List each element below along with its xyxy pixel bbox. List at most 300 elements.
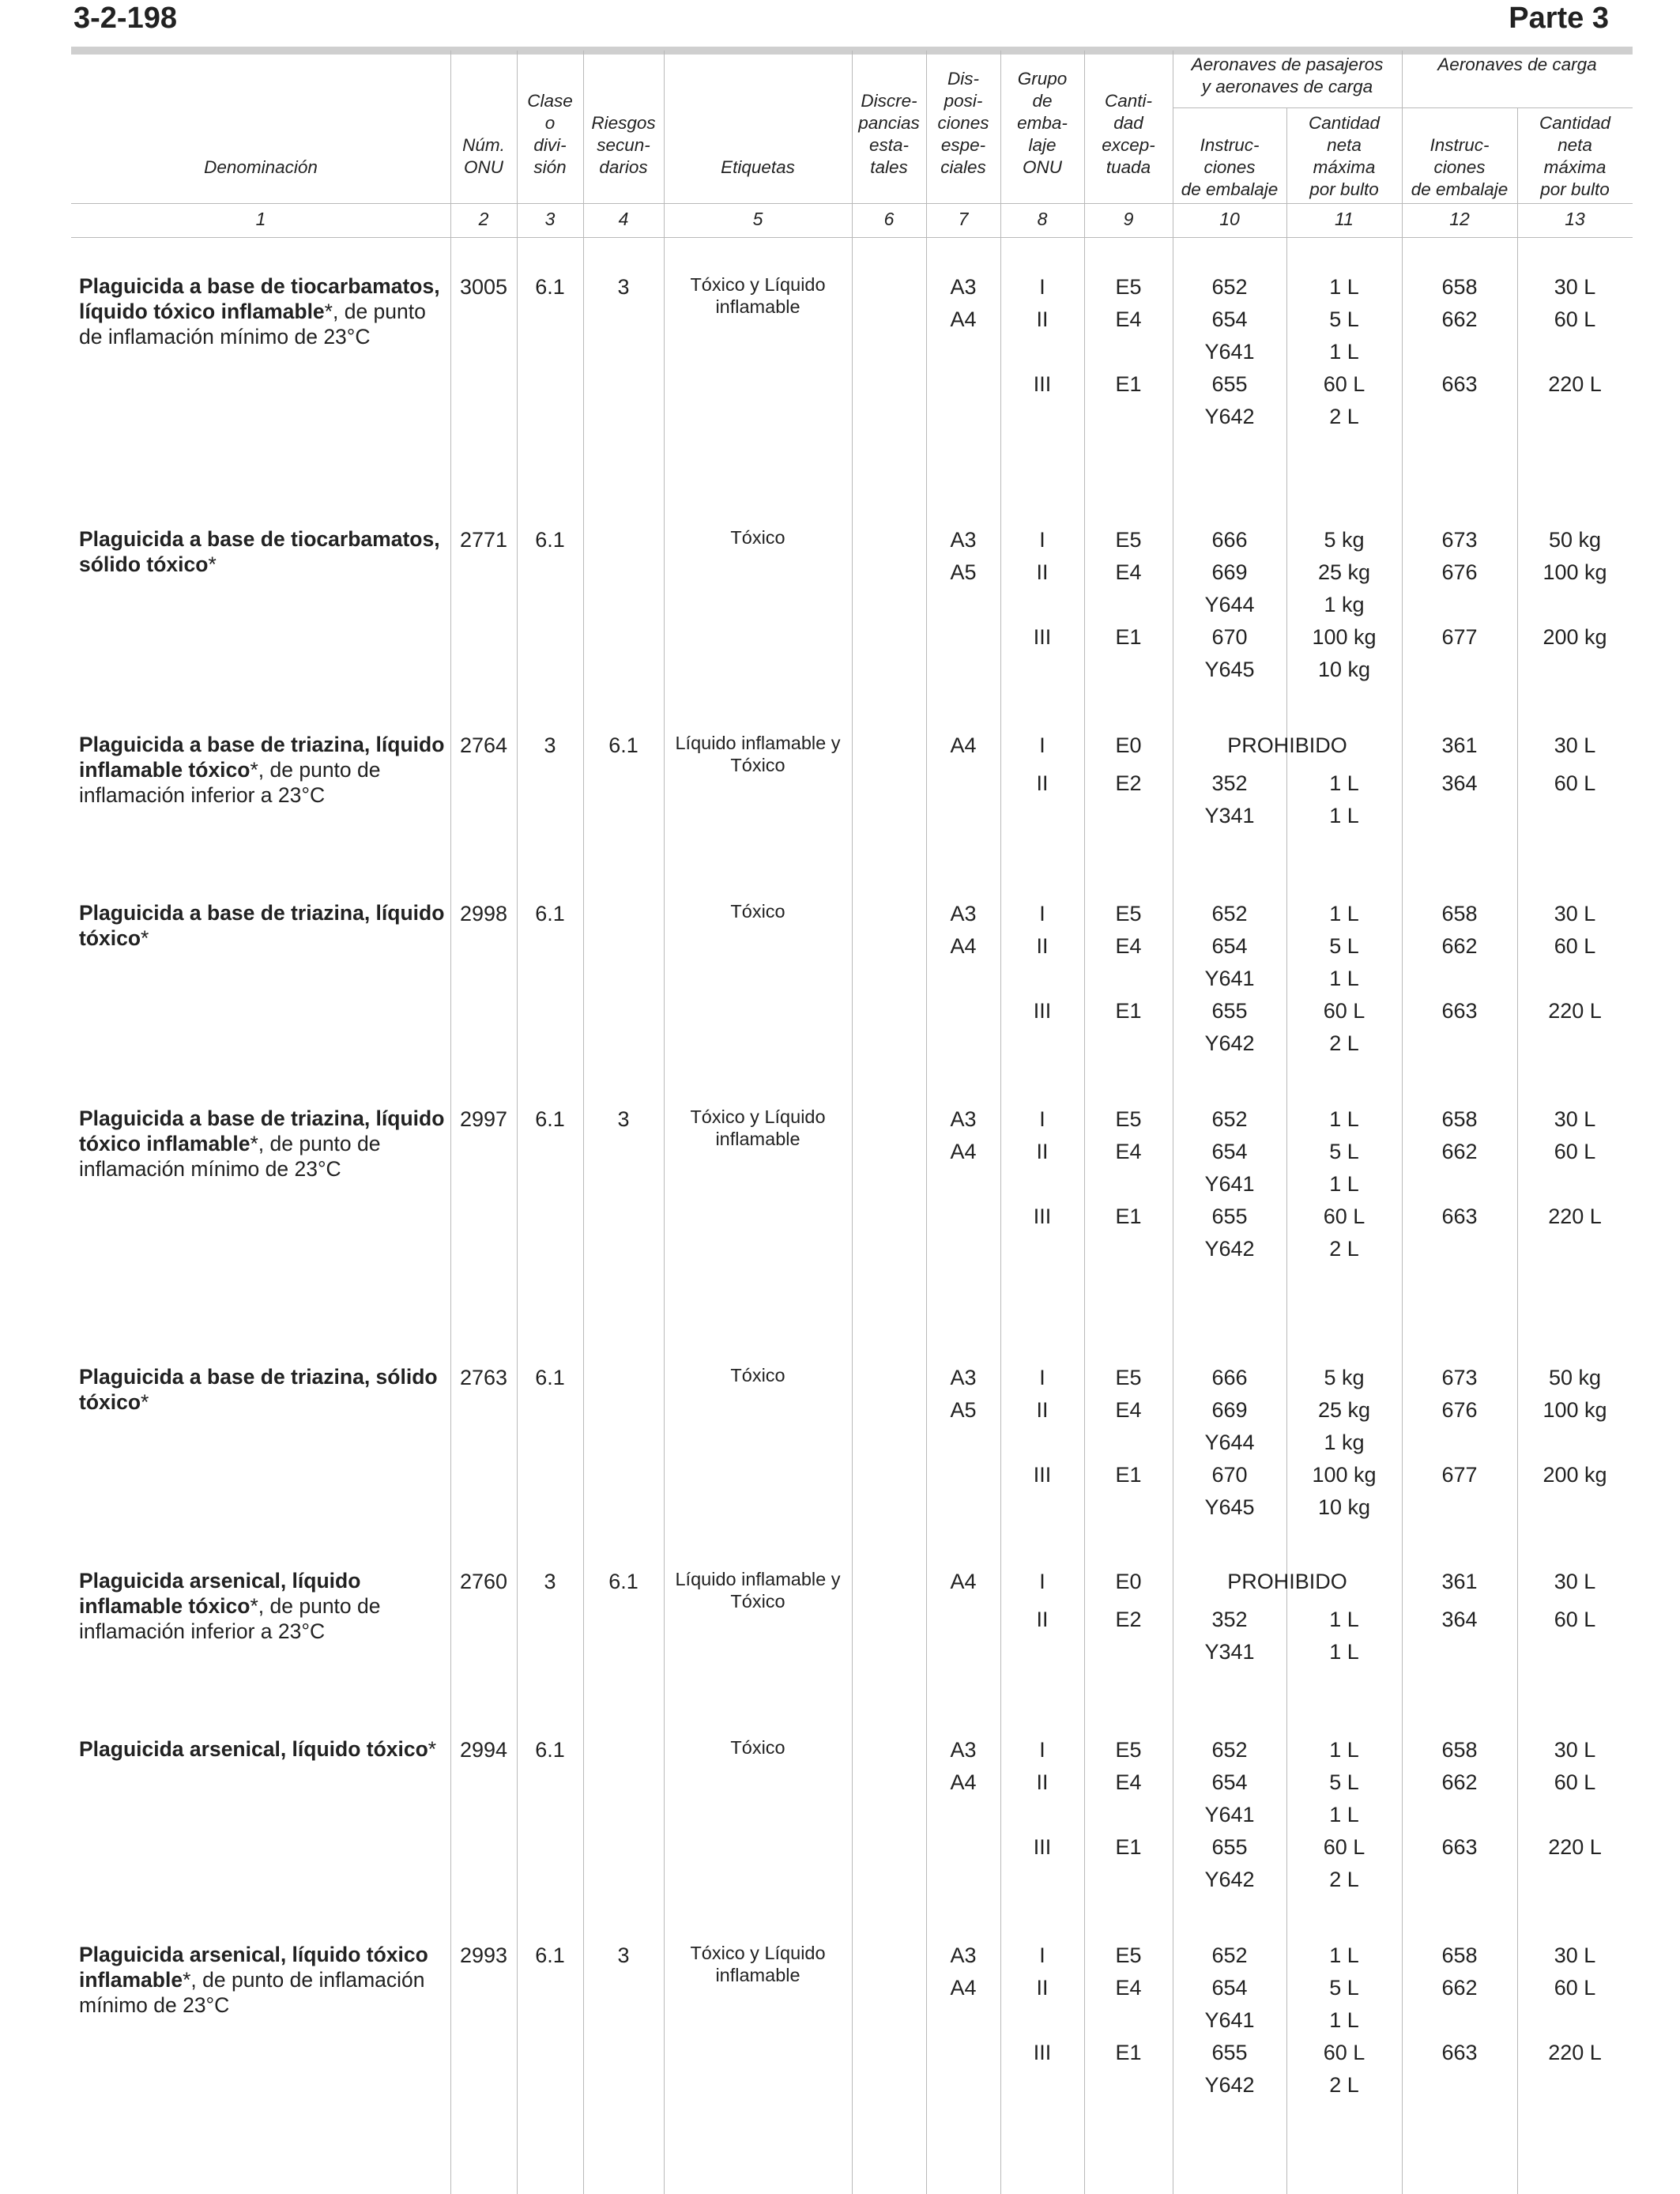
- header-line: Etiquetas: [721, 157, 795, 177]
- cao-max-net-qty-line: 220 L: [1548, 999, 1602, 1023]
- header-line: Riesgos: [591, 113, 656, 133]
- special-provision-line: A3: [950, 1366, 977, 1389]
- excepted-quantity-line: [1084, 336, 1173, 368]
- packing-group-line: II: [1036, 307, 1049, 331]
- entry-name-rest: *, de punto de inflamación mínimo de 23°C: [79, 300, 426, 349]
- packing-group: [1000, 729, 1084, 805]
- packing-group-line: I: [1039, 1738, 1045, 1762]
- pax-max-net-qty-line: 1 L: [1329, 340, 1359, 364]
- pax-max-net-qty: [1286, 767, 1402, 832]
- excepted-quantity-line: [1084, 2004, 1173, 2037]
- special-provision-line: [926, 2037, 1000, 2069]
- header-sub-risk: [583, 52, 664, 179]
- hazard-labels: Líquido inflamable y Tóxico: [675, 1569, 841, 1612]
- subsidiary-risk: 6.1: [608, 733, 638, 757]
- cao-packing-instruction-line: [1402, 1168, 1517, 1201]
- special-provision-line: [926, 1168, 1000, 1201]
- cao-max-net-qty-line: 100 kg: [1543, 1398, 1607, 1422]
- special-provision-line: [926, 621, 1000, 654]
- pax-max-net-qty-line: 1 L: [1329, 1738, 1359, 1762]
- packing-group: [1000, 898, 1084, 1060]
- cao-max-net-qty-line: 60 L: [1554, 1140, 1596, 1163]
- pax-max-net-qty-line: 10 kg: [1317, 658, 1371, 681]
- subsidiary-risk: 6.1: [608, 1570, 638, 1593]
- pax-max-net-qty-line: 5 kg: [1324, 528, 1365, 552]
- page-number: 3-2-198: [73, 2, 177, 35]
- column-divider: [852, 51, 853, 2194]
- class-division: 6.1: [535, 1738, 565, 1762]
- header-line: Aeronaves de carga: [1437, 55, 1597, 74]
- excepted-quantity-line: E4: [1115, 934, 1142, 958]
- packing-group-line: II: [1036, 1976, 1049, 2000]
- column-number: 11: [1335, 209, 1354, 229]
- cao-packing-instruction-line: [1402, 2004, 1517, 2037]
- packing-group-line: II: [1036, 560, 1049, 584]
- cao-packing-instruction-line: [1402, 589, 1517, 621]
- cao-packing-instruction-line: 361: [1441, 733, 1478, 757]
- excepted-quantity-line: [1084, 401, 1173, 433]
- packing-group-line: III: [1033, 2041, 1052, 2064]
- column-number: 4: [618, 209, 629, 229]
- pax-max-net-qty: [1286, 271, 1402, 433]
- header-name: [71, 52, 450, 179]
- special-provision-line: [926, 1831, 1000, 1864]
- header-state-variations: [852, 52, 926, 179]
- packing-group-line: [1000, 589, 1084, 621]
- class-division: 3: [544, 1570, 556, 1593]
- pax-packing-instruction: [1173, 1604, 1286, 1668]
- entry-name-bold: Plaguicida a base de triazina, líquido tóxico: [79, 901, 445, 950]
- cao-packing-instruction: [1402, 1940, 1517, 2102]
- column-number: 1: [255, 209, 266, 229]
- header-line: y aeronaves de carga: [1201, 77, 1373, 96]
- cao-packing-instruction-line: 676: [1441, 1398, 1478, 1422]
- entry-name-rest: *: [208, 552, 217, 576]
- packing-group-line: III: [1033, 372, 1052, 396]
- pax-packing-instruction-line: 652: [1211, 1943, 1248, 1967]
- cao-packing-instruction-line: 673: [1441, 1366, 1478, 1389]
- class-division: 6.1: [535, 902, 565, 925]
- class-division: 6.1: [535, 1366, 565, 1389]
- header-pax-packing-instruction: [1173, 109, 1286, 201]
- cao-max-net-qty-line: 30 L: [1554, 1943, 1596, 1967]
- excepted-quantity: [1084, 1103, 1173, 1265]
- pax-packing-instruction-line: Y642: [1204, 2073, 1255, 2097]
- entry-name: [79, 900, 450, 951]
- entry-name-bold: Plaguicida a base de tiocarbamatos, sólido tóxico: [79, 527, 440, 576]
- special-provision-line: A4: [950, 1140, 977, 1163]
- special-provision-line: [926, 1427, 1000, 1459]
- pax-packing-instruction-line: 655: [1211, 2041, 1248, 2064]
- special-provision-line: A3: [950, 1943, 977, 1967]
- header-line: laje: [1028, 135, 1057, 155]
- header-line: secun-: [597, 135, 650, 155]
- pax-packing-instruction: [1173, 767, 1286, 832]
- header-un-number: [450, 52, 517, 179]
- special-provision: [926, 524, 1000, 686]
- cao-max-net-qty-line: 30 L: [1554, 1107, 1596, 1131]
- special-provision-line: A4: [950, 307, 977, 331]
- header-line: ONU: [1023, 157, 1062, 177]
- special-provision-line: A3: [950, 902, 977, 925]
- excepted-quantity-line: E1: [1115, 625, 1142, 649]
- cao-packing-instruction-line: 677: [1441, 1463, 1478, 1487]
- pax-packing-instruction-line: Y642: [1204, 1237, 1255, 1261]
- part-label: Parte 3: [1509, 2, 1609, 35]
- cao-packing-instruction-line: [1402, 336, 1517, 368]
- pax-packing-instruction-line: 654: [1211, 307, 1248, 331]
- special-provision-line: A5: [950, 560, 977, 584]
- special-provision-line: [926, 1864, 1000, 1896]
- special-provision-line: [926, 654, 1000, 686]
- excepted-quantity-line: E0: [1115, 1570, 1142, 1593]
- header-line: máxima: [1313, 157, 1376, 177]
- pax-packing-instruction-line: 666: [1211, 1366, 1248, 1389]
- cao-max-net-qty-line: 60 L: [1554, 1770, 1596, 1794]
- excepted-quantity-line: E1: [1115, 1463, 1142, 1487]
- packing-group-line: II: [1036, 1608, 1049, 1631]
- excepted-quantity-line: E1: [1115, 2041, 1142, 2064]
- cao-max-net-qty-line: [1517, 1864, 1633, 1896]
- cao-packing-instruction-line: 658: [1441, 1107, 1478, 1131]
- packing-group-line: [1000, 1233, 1084, 1265]
- excepted-quantity-line: E5: [1115, 1366, 1142, 1389]
- hazard-labels: Tóxico: [730, 901, 785, 922]
- pax-max-net-qty: [1286, 1734, 1402, 1896]
- column-number: 2: [478, 209, 489, 229]
- group-header-divider: [1173, 107, 1633, 108]
- cao-packing-instruction-line: 663: [1441, 1204, 1478, 1228]
- pax-packing-instruction-line: 669: [1211, 1398, 1248, 1422]
- packing-group-line: I: [1039, 1107, 1045, 1131]
- cao-packing-instruction: [1402, 729, 1517, 805]
- cao-max-net-qty-line: 220 L: [1548, 2041, 1602, 2064]
- header-line: Denominación: [204, 157, 318, 177]
- pax-max-net-qty-line: 1 L: [1329, 1640, 1359, 1664]
- packing-group-line: I: [1039, 733, 1045, 757]
- packing-group-line: II: [1036, 771, 1049, 795]
- packing-group-line: [1000, 401, 1084, 433]
- header-line: Instruc-: [1430, 135, 1490, 155]
- entry-name: [79, 1568, 450, 1644]
- entry-name: [79, 273, 450, 349]
- pax-max-net-qty-line: 1 L: [1329, 902, 1359, 925]
- hazard-labels: Tóxico: [730, 1365, 785, 1385]
- class-division: 6.1: [535, 1943, 565, 1967]
- un-number: 2993: [459, 1943, 508, 1967]
- column-number: 9: [1123, 209, 1134, 229]
- pax-packing-instruction-line: 352: [1211, 771, 1248, 795]
- cao-packing-instruction-line: 677: [1441, 625, 1478, 649]
- pax-max-net-qty-line: 60 L: [1323, 372, 1365, 396]
- header-line: ciones: [937, 113, 989, 133]
- header-bottom-rule: [71, 203, 1633, 204]
- pax-max-net-qty: [1286, 1103, 1402, 1265]
- excepted-quantity-line: [1084, 1168, 1173, 1201]
- cao-max-net-qty-line: [1517, 1168, 1633, 1201]
- packing-group: [1000, 1362, 1084, 1524]
- header-line: de embalaje: [1411, 179, 1509, 199]
- pax-packing-instruction: [1173, 1940, 1286, 2102]
- header-class: [517, 52, 583, 179]
- column-number: 5: [752, 209, 763, 229]
- column-number: 7: [958, 209, 969, 229]
- column-number: 12: [1449, 209, 1470, 229]
- packing-group: [1000, 1566, 1084, 1642]
- pax-max-net-qty-line: 1 L: [1329, 967, 1359, 990]
- subsidiary-risk: 3: [617, 1107, 630, 1131]
- packing-group-line: [1000, 963, 1084, 995]
- header-line: espe-: [940, 135, 986, 155]
- pax-max-net-qty-line: 5 kg: [1324, 1366, 1365, 1389]
- cao-max-net-qty-line: 30 L: [1554, 275, 1596, 299]
- cao-max-net-qty-line: 30 L: [1554, 1570, 1596, 1593]
- header-line: ciones: [1433, 157, 1486, 177]
- pax-max-net-qty-line: 5 L: [1329, 934, 1359, 958]
- entry-name-bold: Plaguicida arsenical, líquido tóxico inflamable: [79, 1943, 428, 1992]
- un-number: 3005: [459, 275, 508, 299]
- cao-max-net-qty-line: 220 L: [1548, 372, 1602, 396]
- cao-max-net-qty-line: [1517, 401, 1633, 433]
- cao-packing-instruction-line: 662: [1441, 934, 1478, 958]
- header-line: Cantidad: [1308, 113, 1381, 133]
- packing-group-line: II: [1036, 1398, 1049, 1422]
- pax-max-net-qty-line: 1 L: [1329, 1107, 1359, 1131]
- un-number: 2764: [459, 733, 508, 757]
- entry-name-rest: *, de punto de inflamación inferior a 23°C: [79, 1594, 381, 1643]
- pax-max-net-qty: [1286, 898, 1402, 1060]
- header-labels: [664, 52, 852, 179]
- pax-packing-instruction-line: 670: [1211, 1463, 1248, 1487]
- entry-name: [79, 1736, 450, 1762]
- special-provision-line: [926, 336, 1000, 368]
- column-number: 13: [1565, 209, 1585, 229]
- column-number-rule: [71, 237, 1633, 238]
- cao-packing-instruction-line: 662: [1441, 1976, 1478, 2000]
- packing-group-line: I: [1039, 1570, 1045, 1593]
- excepted-quantity-line: [1084, 654, 1173, 686]
- packing-group-line: [1000, 1427, 1084, 1459]
- cao-packing-instruction-line: [1402, 1233, 1517, 1265]
- entry-name-rest: *, de punto de inflamación mínimo de 23°C: [79, 1132, 381, 1181]
- pax-packing-instruction-line: Y641: [1204, 340, 1255, 364]
- cao-packing-instruction-line: 658: [1441, 1943, 1478, 1967]
- cao-max-net-qty-line: 220 L: [1548, 1204, 1602, 1228]
- cao-packing-instruction: [1402, 524, 1517, 686]
- packing-group-line: II: [1036, 1140, 1049, 1163]
- cao-packing-instruction-line: 361: [1441, 1570, 1478, 1593]
- pax-max-net-qty-line: 1 kg: [1324, 1431, 1365, 1454]
- cao-packing-instruction-line: 658: [1441, 1738, 1478, 1762]
- header-line: Aeronaves de pasajeros: [1191, 55, 1384, 74]
- excepted-quantity-line: [1084, 1799, 1173, 1831]
- special-provision-line: [926, 368, 1000, 401]
- pax-max-net-qty-line: 1 L: [1329, 771, 1359, 795]
- pax-max-net-qty-line: 2 L: [1329, 405, 1359, 428]
- special-provision-line: A4: [950, 934, 977, 958]
- cao-max-net-qty: [1517, 898, 1633, 1060]
- hazard-labels: Tóxico y Líquido inflamable: [690, 1943, 826, 1985]
- header-line: neta: [1327, 135, 1362, 155]
- entry-name: [79, 1364, 450, 1415]
- packing-group-line: [1000, 1168, 1084, 1201]
- cao-max-net-qty: [1517, 1566, 1633, 1642]
- column-number: 10: [1219, 209, 1240, 229]
- header-group-passenger: [1173, 54, 1402, 98]
- pax-packing-instruction: [1173, 271, 1286, 433]
- cao-max-net-qty-line: 60 L: [1554, 771, 1596, 795]
- pax-packing-instruction-line: Y341: [1204, 804, 1255, 827]
- packing-group: [1000, 271, 1084, 433]
- packing-group-line: I: [1039, 275, 1045, 299]
- header-pax-max-net-qty: [1286, 109, 1402, 201]
- header-line: sión: [533, 157, 567, 177]
- excepted-quantity: [1084, 271, 1173, 433]
- cao-packing-instruction: [1402, 1734, 1517, 1896]
- header-line: emba-: [1017, 113, 1068, 133]
- pax-max-net-qty-line: 1 kg: [1324, 593, 1365, 616]
- prohibited-text: PROHIBIDO: [1227, 733, 1347, 757]
- cao-packing-instruction-line: [1402, 1799, 1517, 1831]
- cao-max-net-qty: [1517, 271, 1633, 433]
- cao-max-net-qty-line: [1517, 654, 1633, 686]
- header-line: ONU: [464, 157, 503, 177]
- excepted-quantity-line: [1084, 1491, 1173, 1524]
- excepted-quantity: [1084, 1940, 1173, 2102]
- pax-max-net-qty-line: 60 L: [1323, 999, 1365, 1023]
- special-provision: [926, 1940, 1000, 2102]
- header-line: ciales: [940, 157, 986, 177]
- pax-max-net-qty-line: 2 L: [1329, 1031, 1359, 1055]
- entry-name-rest: *: [141, 1390, 149, 1414]
- pax-max-net-qty-line: 1 L: [1329, 1172, 1359, 1196]
- special-provision-line: A4: [950, 1770, 977, 1794]
- special-provision-line: A4: [950, 1570, 977, 1593]
- header-group-cargo: [1402, 54, 1633, 76]
- packing-group-line: [1000, 654, 1084, 686]
- header-line: excep-: [1102, 135, 1155, 155]
- un-number: 2771: [459, 528, 508, 552]
- special-provision: [926, 898, 1000, 1060]
- entry-name-bold: Plaguicida arsenical, líquido tóxico: [79, 1737, 428, 1761]
- header-cao-packing-instruction: [1402, 109, 1517, 201]
- header-line: pancias: [858, 113, 920, 133]
- pax-packing-instruction: [1173, 1103, 1286, 1265]
- column-number: 6: [883, 209, 895, 229]
- cao-max-net-qty-line: [1517, 2069, 1633, 2102]
- un-number: 2763: [459, 1366, 508, 1389]
- cao-packing-instruction-line: [1402, 1491, 1517, 1524]
- excepted-quantity-line: E5: [1115, 1107, 1142, 1131]
- special-provision-line: [926, 589, 1000, 621]
- pax-max-net-qty-line: 60 L: [1323, 1204, 1365, 1228]
- pax-packing-instruction-line: 666: [1211, 528, 1248, 552]
- excepted-quantity: [1084, 1362, 1173, 1524]
- special-provision: [926, 1103, 1000, 1265]
- packing-group-line: [1000, 1491, 1084, 1524]
- special-provision-line: [926, 963, 1000, 995]
- subsidiary-risk: 3: [617, 1943, 630, 1967]
- excepted-quantity-line: [1084, 1864, 1173, 1896]
- pax-packing-instruction-line: 652: [1211, 275, 1248, 299]
- cao-packing-instruction-line: [1402, 1027, 1517, 1060]
- cao-packing-instruction-line: 364: [1441, 771, 1478, 795]
- cao-packing-instruction: [1402, 1362, 1517, 1524]
- pax-max-net-qty-line: 25 kg: [1317, 1398, 1371, 1422]
- header-packing-group: [1000, 52, 1084, 179]
- packing-group-line: [1000, 2004, 1084, 2037]
- excepted-quantity-line: [1084, 2069, 1173, 2102]
- pax-max-net-qty-line: 5 L: [1329, 307, 1359, 331]
- pax-max-net-qty-line: 10 kg: [1317, 1495, 1371, 1519]
- pax-max-net-qty-line: 25 kg: [1317, 560, 1371, 584]
- pax-max-net-qty-line: 1 L: [1329, 2008, 1359, 2032]
- excepted-quantity-line: E4: [1115, 1770, 1142, 1794]
- pax-packing-instruction-line: Y642: [1204, 405, 1255, 428]
- cao-max-net-qty-line: 60 L: [1554, 934, 1596, 958]
- hazard-labels: Tóxico: [730, 1737, 785, 1758]
- cao-max-net-qty-line: 30 L: [1554, 1738, 1596, 1762]
- hazard-labels: Tóxico y Líquido inflamable: [690, 1106, 826, 1149]
- pax-packing-instruction-line: Y645: [1204, 658, 1255, 681]
- cao-max-net-qty-line: 60 L: [1554, 307, 1596, 331]
- pax-max-net-qty-line: 2 L: [1329, 1237, 1359, 1261]
- special-provision-line: [926, 1459, 1000, 1491]
- special-provision-line: A3: [950, 1738, 977, 1762]
- entry-name: [79, 526, 450, 577]
- special-provision-line: A3: [950, 1107, 977, 1131]
- pax-max-net-qty-line: 60 L: [1323, 2041, 1365, 2064]
- excepted-quantity-line: E1: [1115, 1835, 1142, 1859]
- special-provision-line: [926, 1233, 1000, 1265]
- pax-packing-instruction-line: Y642: [1204, 1868, 1255, 1891]
- cao-packing-instruction-line: 662: [1441, 1140, 1478, 1163]
- excepted-quantity: [1084, 1566, 1173, 1642]
- pax-max-net-qty-line: 100 kg: [1312, 1463, 1377, 1487]
- pax-packing-instruction-line: Y641: [1204, 1803, 1255, 1826]
- pax-packing-instruction-line: Y644: [1204, 593, 1255, 616]
- class-division: 6.1: [535, 275, 565, 299]
- header-line: por bulto: [1309, 179, 1379, 199]
- cao-packing-instruction-line: 663: [1441, 2041, 1478, 2064]
- excepted-quantity-line: E4: [1115, 1976, 1142, 2000]
- cao-packing-instruction: [1402, 1103, 1517, 1265]
- pax-max-net-qty-line: 1 L: [1329, 1943, 1359, 1967]
- packing-group: [1000, 1734, 1084, 1896]
- header-line: por bulto: [1540, 179, 1610, 199]
- column-divider: [664, 51, 665, 2194]
- packing-group-line: III: [1033, 999, 1052, 1023]
- pax-packing-instruction-line: Y641: [1204, 967, 1255, 990]
- pax-packing-instruction: [1173, 1362, 1286, 1524]
- cao-max-net-qty-line: [1517, 1491, 1633, 1524]
- special-provision-line: A5: [950, 1398, 977, 1422]
- packing-group-line: [1000, 2069, 1084, 2102]
- cao-max-net-qty-line: 30 L: [1554, 733, 1596, 757]
- entry-name-bold: Plaguicida a base de tiocarbamatos, líquido tóxico inflamable: [79, 274, 440, 323]
- packing-group-line: III: [1033, 1204, 1052, 1228]
- packing-group-line: III: [1033, 1463, 1052, 1487]
- cao-packing-instruction-line: 658: [1441, 902, 1478, 925]
- special-provision: [926, 729, 1000, 794]
- header-line: de: [1032, 91, 1053, 111]
- pax-max-net-qty-line: 60 L: [1323, 1835, 1365, 1859]
- pax-packing-instruction-line: 652: [1211, 902, 1248, 925]
- header-line: esta-: [868, 135, 910, 155]
- header-line: tales: [870, 157, 908, 177]
- pax-packing-instruction: [1173, 898, 1286, 1060]
- excepted-quantity: [1084, 1734, 1173, 1896]
